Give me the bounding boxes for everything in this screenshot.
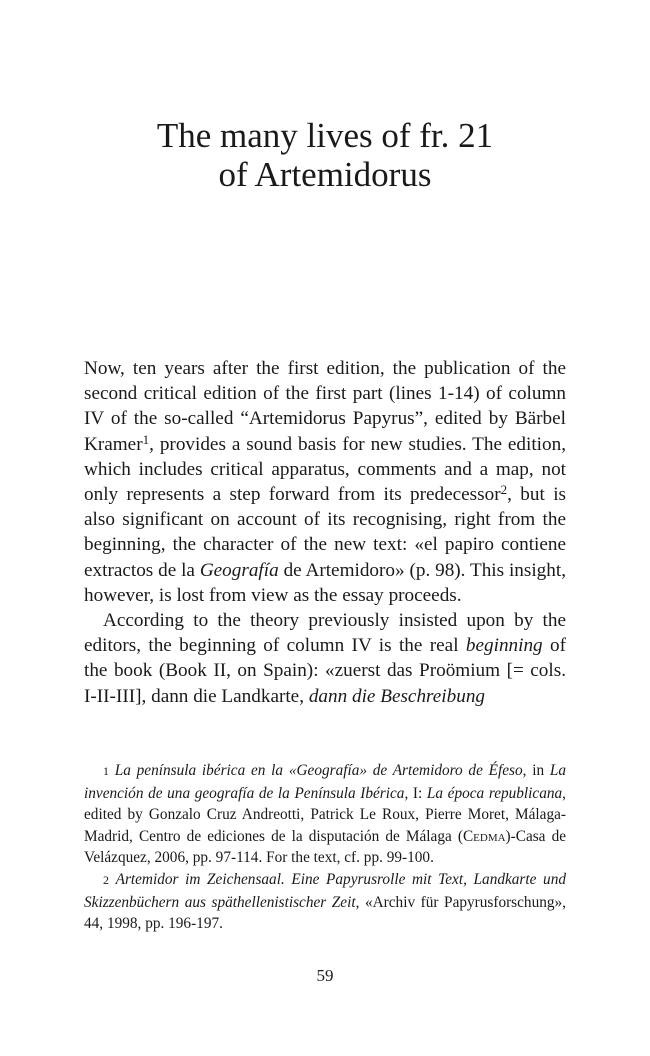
paragraph-2-text-a: According to the theory previously insisted upon by the editors, the beginning of column IV is the real: [84, 610, 566, 657]
footnote-1-text-b: , I:: [404, 784, 427, 802]
paragraph-2: [84, 608, 566, 709]
paragraph-2-italic-beginning: beginning: [465, 635, 543, 657]
footnote-ref-2: 2: [500, 482, 508, 498]
footnote-2-number: 2: [103, 872, 109, 887]
paragraph-1-text-b: , provides a sound basis for new studies. The edition, which includes critical apparatus, comments and a map, not only represents a step forward from its predecessor: [84, 433, 566, 506]
chapter-title-line-1: The many lives of fr. 21: [156, 116, 494, 155]
chapter-title-line-2: of Artemidorus: [218, 155, 432, 194]
footnote-1: [84, 760, 566, 869]
paragraph-1-text-c: , but is also significant on account of its recognising, right from the beginning, the character of the new text: «el papiro contiene extractos de la: [84, 484, 566, 581]
footnote-1-volume-title: La época republicana: [426, 784, 563, 802]
chapter-title: [0, 116, 650, 194]
footnote-1-text-c: , edited by Gonzalo Cruz Andreotti, Patrick Le Roux, Pierre Moret, Málaga-Madrid, Centro de ediciones de la disputación de Málaga (: [84, 784, 566, 845]
paragraph-1-text-a: Now, ten years after the first edition, the publication of the second critical edition of the first part (lines 1-14) of column IV of the so-called “Artemidorus Papyrus”, edited by Bärbel Kramer: [84, 358, 566, 455]
footnote-1-cedma: Cedma: [462, 827, 506, 845]
footnote-ref-1: 1: [142, 431, 150, 447]
footnote-2-title: Artemidor im Zeichensaal. Eine Papyrusrolle mit Text, Landkarte und Skizzenbüchern aus späthellenistischer Zeit: [84, 870, 566, 911]
paragraph-1: [84, 356, 566, 608]
footnote-1-text-a: , in: [522, 762, 550, 779]
footnote-1-title: La península ibérica en la «Geografía» de Artemidoro de Éfeso: [114, 762, 523, 779]
main-text: [84, 356, 566, 709]
footnotes: [84, 760, 566, 935]
page-number: 59: [316, 966, 334, 985]
footnote-2: [84, 869, 566, 935]
paragraph-2-italic-beschreibung: dann die Beschreibung: [308, 685, 486, 707]
footnote-1-text-d: )-Casa de Velázquez, 2006, pp. 97-114. For the text, cf. pp. 99-100.: [84, 827, 567, 867]
paragraph-2-text-b: of the book (Book II, on Spain): «zuerst das Proömium [= cols. I-II-III], dann die Landkarte,: [84, 635, 567, 707]
footnote-1-book-title: La invención de una geografía de la Península Ibérica: [84, 762, 567, 802]
footnote-1-number: 1: [103, 764, 109, 778]
paragraph-1-italic-geografia: Geografía: [199, 559, 279, 581]
footnote-2-text: , «Archiv für Papyrusforschung», 44, 1998, pp. 196-197.: [84, 893, 566, 933]
paragraph-1-text-d: de Artemidoro» (p. 98). This insight, however, is lost from view as the essay proceeds.: [84, 559, 567, 606]
